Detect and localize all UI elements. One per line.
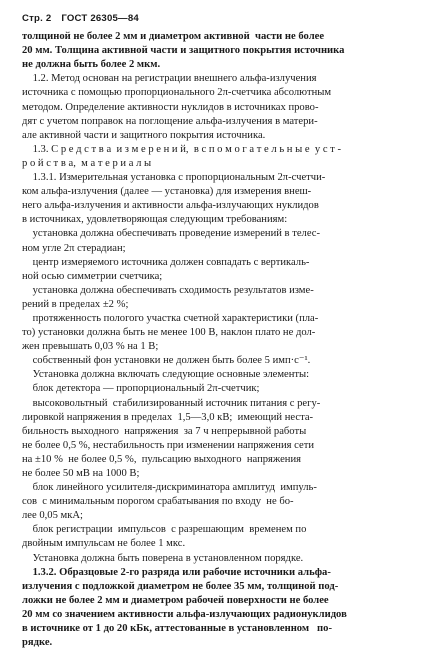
text-line: установка должна обеспечивать проведение измерений в телес-: [22, 228, 321, 240]
text-line: блок детектора — пропорциональный 2π-счетчик;: [22, 383, 260, 395]
text-line: него альфа-излучения и активности альфа-излучающих нуклидов: [22, 200, 319, 212]
text-line: ном угле 2π стерадиан;: [22, 242, 126, 254]
text-line: высоковольтный стабилизированный источник питания с регу-: [22, 397, 321, 409]
text-line: але активной части и защитного покрытия источника.: [22, 129, 266, 141]
text-line: в источнике от 1 до 20 кБк, аттестованные в установленном по-: [22, 623, 332, 635]
text-line: 1.3.2. Образцовые 2-го разряда или рабочие источники альфа-: [22, 566, 331, 578]
text-line: лировкой напряжения в пределах 1,5—3,0 кВ; имеющий неста-: [22, 411, 314, 423]
text-line: рений в пределах ±2 %;: [22, 298, 129, 310]
text-line: собственный фон установки не должен быть более 5 имп·с⁻¹.: [22, 355, 311, 367]
text-line: в источниках, удовлетворяющая следующим требованиям:: [22, 214, 288, 226]
text-line: методом. Определение активности нуклидов в источниках прово-: [22, 101, 319, 113]
text-line: Установка должна включать следующие основные элементы:: [22, 369, 310, 381]
text-line: не более 50 мВ на 1000 В;: [22, 468, 140, 479]
text-line: дят с учетом поправок на поглощение альфа-излучения в матери-: [22, 115, 318, 127]
text-line: на ±10 % не более 0,5 %, пульсацию выходного напряжения: [22, 453, 302, 465]
text-line: не должна быть более 2 мкм.: [22, 59, 161, 71]
text-line: 1.2. Метод основан на регистрации внешнего альфа-излучения: [22, 73, 317, 85]
text-line: не более 0,5 %, нестабильность при изменении напряжения сети: [22, 439, 315, 451]
text-line: блок регистрации импульсов с разрешающим временем по: [22, 524, 307, 536]
text-line: то) установки должна быть не менее 100 В, наклон плато не дол-: [22, 327, 316, 339]
text-line: блок линейного усилителя-дискриминатора амплитуд импуль-: [22, 482, 317, 494]
text-line: центр измеряемого источника должен совпадать с вертикаль-: [22, 256, 310, 268]
page-header: [22, 12, 410, 26]
text-line: толщиной не более 2 мм и диаметром активной части не более: [22, 31, 325, 43]
page-number: Стр. 2: [22, 13, 52, 24]
text-line: 20 мм. Толщина активной части и защитного покрытия источника: [22, 45, 345, 57]
body-text: [22, 30, 410, 650]
text-line: жен превышать 0,03 % на 1 В;: [22, 341, 159, 353]
text-line: ком альфа-излучения (далее — установка) для измерения внеш-: [22, 186, 312, 198]
text-line: ложки не более 2 мм и диаметром рабочей поверхности не более: [22, 594, 329, 606]
text-line: установка должна обеспечивать сходимость результатов изме-: [22, 284, 314, 296]
text-line: ной осью симметрии счетчика;: [22, 270, 163, 282]
text-line: рядке.: [22, 637, 53, 649]
text-line: излучения с подложкой диаметром не более 35 мм, толщиной под-: [22, 580, 339, 592]
text-line: бильность выходного напряжения за 7 ч непрерывной работы: [22, 425, 307, 437]
text-line: 1.3. С р е д с т в а и з м е р е н и й, в с п о м о г а т е л ь н ы е у с т -: [22, 143, 341, 155]
text-line: протяженность пологого участка счетной характеристики (пла-: [22, 312, 319, 324]
text-line: лее 0,05 мкА;: [22, 510, 83, 522]
text-line: источника с помощью пропорционального 2π-счетчика абсолютным: [22, 87, 332, 99]
standard-code: ГОСТ 26305—84: [61, 13, 139, 24]
text-line: 1.3.1. Измерительная установка с пропорциональным 2π-счетчи-: [22, 172, 326, 184]
text-line: 20 мм со значением активности альфа-излучающих радионуклидов: [22, 608, 347, 620]
text-line: сов с минимальным порогом срабатывания по входу не бо-: [22, 496, 294, 508]
text-line: двойным импульсам не более 1 мкс.: [22, 538, 186, 550]
text-line: Установка должна быть поверена в установленном порядке.: [22, 552, 304, 564]
text-line: р о й с т в а, м а т е р и а л ы: [22, 157, 152, 169]
